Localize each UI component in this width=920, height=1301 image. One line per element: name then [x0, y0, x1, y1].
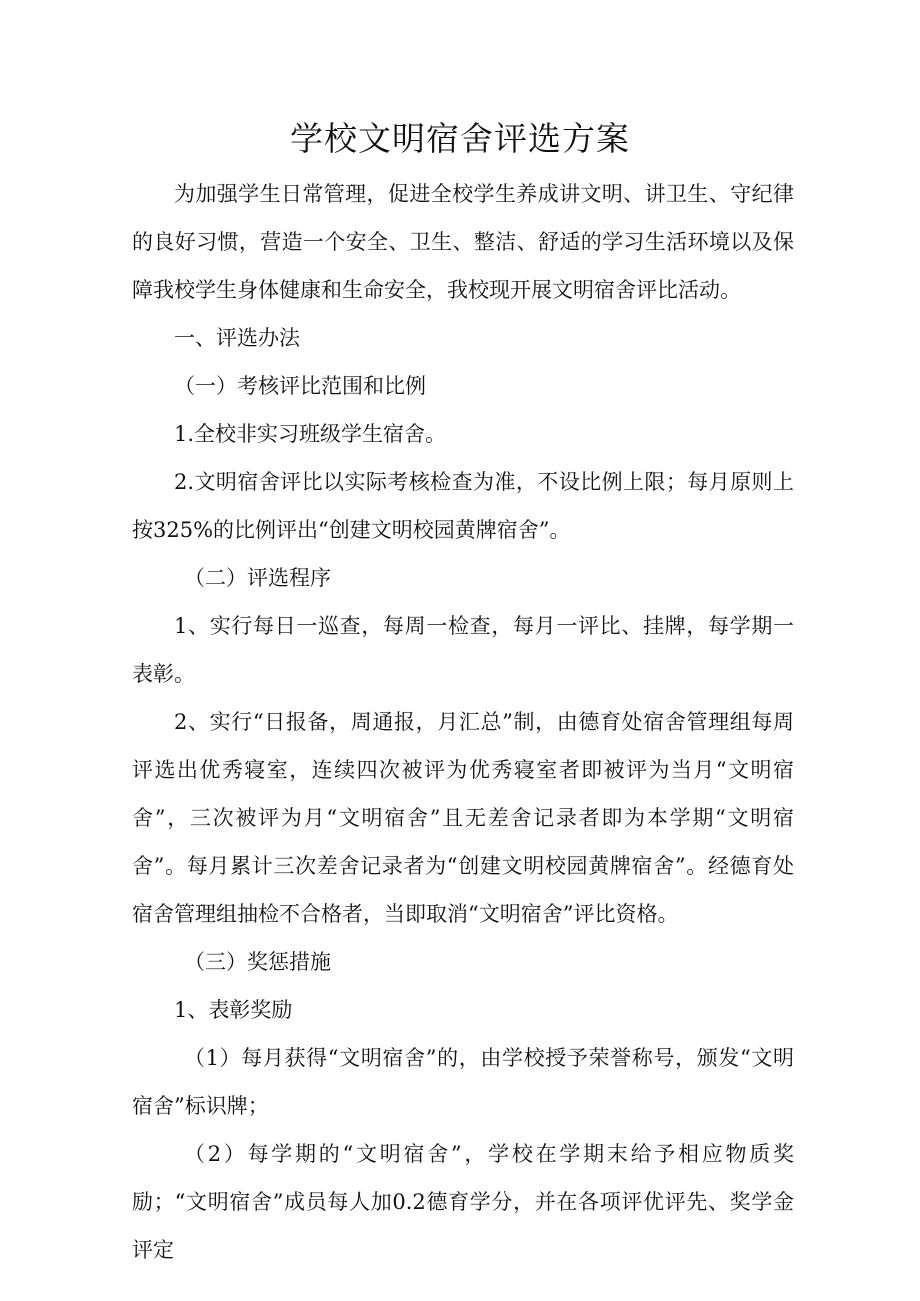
procedure-item-1: 1、实行每日一巡查，每周一检查，每月一评比、挂牌，每学期一表彰。: [132, 614, 794, 686]
list-item-1: 1.全校非实习班级学生宿舍。: [174, 422, 447, 446]
reward-item-2: （2）每学期的“文明宿舍”，学校在学期末给予相应物质奖励；“文明宿舍”成员每人加0.2德育学分，并在各项评优评先、奖学金评定: [132, 1142, 794, 1262]
subsection-heading-1: （一）考核评比范围和比例: [174, 374, 426, 398]
subsection-heading-3: （三）奖惩措施: [184, 950, 331, 974]
document-title: 学校文明宿舍评选方案: [290, 119, 630, 158]
document-body: [132, 170, 794, 1274]
reward-heading: 1、表彰奖励: [174, 998, 293, 1022]
intro-paragraph: 为加强学生日常管理，促进全校学生养成讲文明、讲卫生、守纪律的良好习惯，营造一个安全、卫生、整洁、舒适的学习生活环境以及保障我校学生身体健康和生命安全，我校现开展文明宿舍评比活动。: [132, 182, 794, 302]
procedure-item-2: 2、实行“日报备，周通报，月汇总”制，由德育处宿舍管理组每周评选出优秀寝室，连续四次被评为优秀寝室者即被评为当月“文明宿舍”，三次被评为月“文明宿舍”且无差舍记录者即为本学期“文明宿舍”。每月累计三次差舍记录者为“创建文明校园黄牌宿舍”。经德育处宿舍管理组抽检不合格者，当即取消“文明宿舍”评比资格。: [132, 710, 794, 926]
subsection-heading-2: （二）评选程序: [184, 566, 331, 590]
reward-item-1: （1）每月获得“文明宿舍”的，由学校授予荣誉称号，颁发“文明宿舍”标识牌；: [132, 1046, 794, 1118]
section-heading-1: 一、评选办法: [174, 326, 300, 350]
list-item-2: 2.文明宿舍评比以实际考核检查为准，不设比例上限；每月原则上按325%的比例评出“创建文明校园黄牌宿舍”。: [132, 470, 794, 542]
